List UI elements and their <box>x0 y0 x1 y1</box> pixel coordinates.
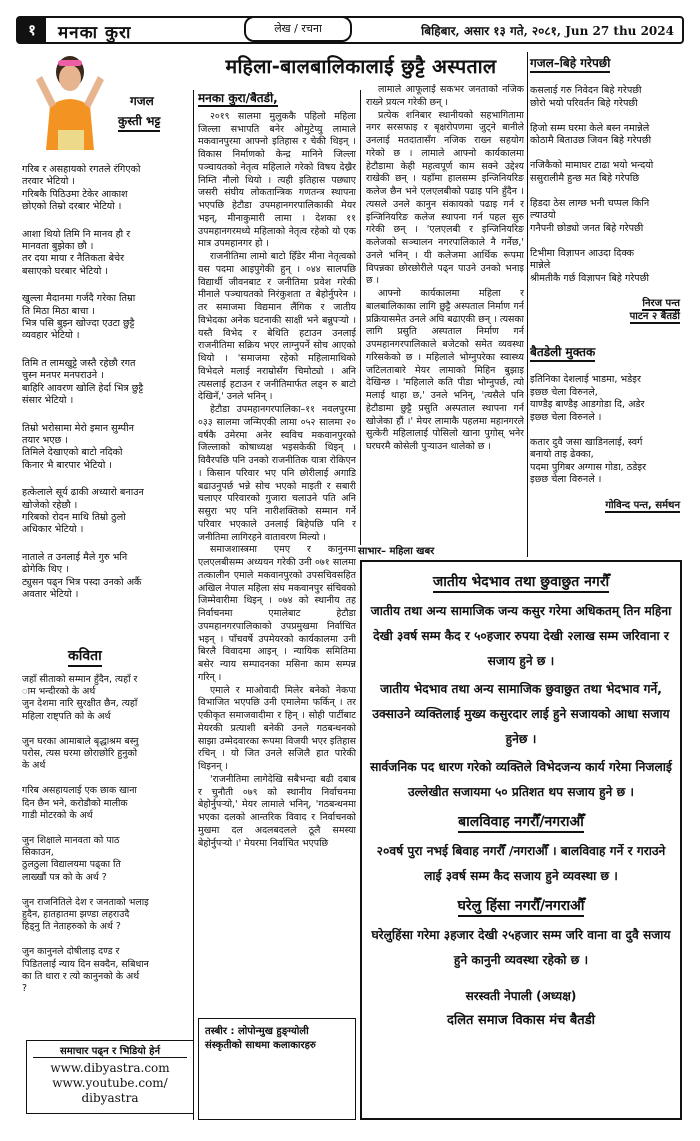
ghazal-title: गजल <box>130 94 154 108</box>
muktak-author <box>530 499 680 512</box>
notice-title-child-marriage: बालविवाह नगरौँ/नगराऔँ <box>458 812 584 833</box>
ghazal2-author-name: निरज पन्त पाटन २ बैतडी <box>629 298 680 322</box>
links-title: समाचार पढ्न र भिडियो हेर्न <box>33 1043 187 1058</box>
article-paragraph: एमाले र माओवादी मिलेर बनेको नेकपा विभाजित भएपछि उनी एमालेमा फर्किन् । तर एकीकृत समाजवादीमा र हिन् । सोही पार्टीबाट मेयरकी प्रत्याशी बनेकी उनले गठबन्धनको साझा उम्मेदवारका रूपमा विजयी भएर इतिहास रचिन् । यो जित उनले सजिलै हात पारेकी थिइनन् । <box>198 684 356 772</box>
notice-title-caste: जातीय भेदभाव तथा छुवाछुत नगरौँ <box>433 572 609 593</box>
right-column <box>530 52 680 512</box>
article-paragraph: २०१९ सालमा मुलुककै पहिलो महिला जिल्ला सभापति बनेर ओमुटेप्यु लामाले मकवानपुरमा आफ्नो इतिहास र चेकी थिइन् । विकास निर्माणको केन्द्र मानिने जिल्ला पञ्चायतको नेतृत्व महिलाले गरेको विषय देख्रैर निम्ति नौलो थियो । त्यही इतिहास पछ्याए जसरी संघीय लोकतान्त्रिक गणतन्त्र स्थापना भएपछि हेटौडा उपमहानगरपालिकाकी मेयर भइन्, मीनाकुमारी लामा । देशका ११ उपमहानगरमध्ये महिलाको नेतृत्व रहेको यो एक मात्र उपमहानगर हो । <box>198 110 356 250</box>
kavita-stanza: जहाँ सीताको सम्मान हुँदैन, त्यहाँ र ाम भन्दीरको के अर्थ जुन देशमा नारि सुरक्षीत छैन, त्यहाँ महिला राष्ट्पति को के अर्थ <box>22 674 138 722</box>
ghazal-stanza: हत्केलाले सूर्य ढाकी अध्यारो बनाउन खोजेको रहेछौ । गरिबको रोदन माथि तिम्रो ठुलो अधिकार भेटियो । <box>22 487 144 536</box>
notice-paragraph: जातीय तथा अन्य सामाजिक जन्य कसुर गरेमा अधिकतम् तिन महिना देखी ३वर्ष सम्म कैद र ५०हजार रुपया देखी २लाख सम्म जरिवाना र सजाय हुने छ । <box>370 604 672 668</box>
article-paragraph: 'राजनीतिमा लागेदेखि सबैभन्दा बढी दबाब र चुनौती ०७९ को स्थानीय निर्वाचनमा बेहोर्नुपऱ्यो,' मेयर लामाले भनिन्, 'गठबन्धनमा भएका दलको आन्तरिक विवाद र निर्वाचनको मुखमा दल अदलबदलले ठूलै समस्या बेहोर्नुपऱ्यो ।' मेयरमा निर्वाचित भएपछि <box>198 773 356 849</box>
column-divider <box>527 52 528 557</box>
page-header <box>16 16 684 44</box>
ghazal-author: कुस्ती भट्ट <box>118 112 160 132</box>
youtube-link-channel[interactable]: dibyastra <box>81 1091 139 1105</box>
website-link[interactable]: www.dibyastra.com <box>50 1061 170 1075</box>
article-paragraph: हेटौडा उपमहानगरपालिका–११ नवलपुरमा ०३३ सालमा जन्मिएकी लामा ०५२ सालमा २० वर्षकै उमेरमा अनेर स्वविच मकवानपुरको जिल्लाको कोषाध्यक्ष भइसकेकी थिइन् । विवैरपछि पनि उनको राजनीतिक यात्रा रोकिएन । किसान परिवार भए पनि छोरीलाई अगाडि बढाउनुपर्छ भन्ने सोच भएको माइती र सबारी चलाएर परिवारको गुजारा चलाउने पति अनि ससुरा भए पनि नारीशक्तिको सम्मान गर्ने परिवार भएकाले उनलाई बिहेपछि पनि र जनीतिमा लागिरहने वातावरण मिल्यो । <box>198 404 356 543</box>
kavita-stanza: गरिब असहायलाई एक छाक खाना दिन छैन भने, करोडौको मालीक गाडी मोटरको के अर्थ <box>22 785 137 821</box>
links-box <box>26 1040 194 1114</box>
article-column-2 <box>366 84 524 540</box>
kavita-body <box>22 674 198 1008</box>
ghazal-stanza: खुल्ला मैदानमा गर्जदै गरेका तिम्रा ति मिठा मिठा बाचा । भित्र पसि बुझ्न खोज्दा एउटा छुट्टै व्यवहार भेटियो । <box>22 293 136 342</box>
article-paragraph: समाजशास्त्रमा एमए र कानुनमा एलएलबीसम्म अध्ययन गरेकी उनी ०७१ सालमा तत्कालीन एमाले मकवानपुरको उपसचिवसहित अखिल नेपाल महिला संघ मकवानपुर संचिवको जिम्मेवारीमा थिइन् । ०७४ को स्थानीय तह निर्वाचनमा एमालेबाट हेटौडा उपमहानगरपालिकाको उपप्रमुखमा निर्वाचित भइन् । पाँचवर्षे उपमेयरको कार्यकालमा उनी बिरलै विवादमा आइन् । न्यायिक समितिमा बसेर न्याय सम्पादनका मसिना काम सम्पन्न गरिन् । <box>198 544 356 683</box>
muktak-header <box>530 341 680 362</box>
kavita-title: कविता <box>68 646 102 667</box>
column-divider <box>193 90 194 1120</box>
muktak-body: इतिनिका देशलाई भाडमा, भडेइर इछ्छ चेला विरुनले, याण्डैइ बाण्डैइ आडगोडा दि, अडेर इछ्छ चेला विरुनले । कतार दुवै जसा खाडिनलाई, स्वर्ग बनायो ताइ ढेक्का, पदमा पुगिबर अग्गास गोडा, ठडेइर इछ्छ चेला विरुनले । <box>530 374 646 485</box>
article-source: साभार– महिला खबर <box>358 546 435 557</box>
article-paragraph: प्रत्येक शनिबार स्थानीयको सहभागितामा नगर सरसफाइ र बृक्षरोपणमा जुट्ने बानीले उनलाई मतदातासँग नजिक राख्न सहयोग गरेको छ । लामाले आफ्नो कार्यकालमा हेटौडामा केही महत्वपूर्ण काम सक्ने उद्देश्य राखेकी छन् । यहाँमा हालसम्म इन्जिनियरिङ कलेज छैन भने एलएलबीको पढाइ पनि हुँदैन । त्यसले उनले कानुन संकायको पढाइ गर्न र इन्जिनियरिङ कलेज स्थापना गर्न पहल सुरु गरेकी छन् । 'एलएलबी र इन्जिनियरिङ कलेजको सञ्चालन नगरपालिकाले नै गर्नेछ,' उनले भनिन् । यी कलेजमा आर्थिक रूपमा विपन्नका छोरछोरीले पढ्न पाउने उनको भनाइ छ । <box>366 109 524 287</box>
category-badge: लेख / रचना <box>244 16 352 42</box>
notice-paragraph: घरेलुहिंसा गरेमा ३हजार देखी २५हजार सम्म जरि वाना वा दुवै सजाय हुने कानुनी व्यवस्था रहेको छ । <box>371 928 671 967</box>
notice-paragraph: २०वर्ष पुरा नभई बिवाह नगरौँ /नगराऔँ । बालविवाह गर्ने र गराउने लाई ३वर्ष सम्म कैद सजाय हुने व्यवस्था छ । <box>376 844 666 883</box>
notice-title-domestic-violence: घरेलु हिंसा नगरौँ/नगराऔँ <box>458 896 585 917</box>
page-number: १ <box>18 18 46 42</box>
notice-signatory: सरस्वती नेपाली (अध्यक्ष) <box>465 989 577 1003</box>
kavita-stanza: जुन घरका आमाबाले बृद्धाश्रम बस्नु परोस, त्यस घरमा छोराछोरि हुनुको के अर्थ <box>22 735 139 772</box>
kavita-stanza: जुन कानुनले दोषीलाइ दण्ड र पिडितलाई न्याय दिन सक्दैन, सबिधान का ति धारा र त्यो कानुनको के अर्थ ? <box>22 946 149 995</box>
article-headline: महिला-बालबालिकालाई छुट्टै अस्पताल <box>225 55 497 78</box>
left-column <box>22 50 194 1120</box>
notice-organization: दलित समाज विकास मंच बैतडी <box>446 1013 596 1028</box>
ghazal2-title: गजल–बिहे गरेपछी <box>530 54 610 73</box>
ghazal-stanza: तिम्रो भरोसामा मेरो इमान सुम्पीन तयार भएछ । तिमिले देखाएको बाटो नदिको किनार भै बारपार भेटियो । <box>22 422 134 471</box>
kavita-stanza: जुन शिक्षाले मानवता को पाठ सिकाउन, ठुलठुला विद्यालयमा पढ्का ति लाख्खौं पत्र को के अर्थ ? <box>22 835 121 883</box>
column-divider <box>360 90 361 545</box>
ghazal-stanza: तिमि त लामखुट्टे जस्तै रहेछौ रगत चुस्न मनपर मनपराउने । बाहिरि आवरण खोलि हेर्दा भित्र छुट्टै संसार भेटियो । <box>22 357 144 407</box>
muktak-author-name: गोविन्द पन्त, सर्मथन <box>605 499 680 511</box>
ghazal2-author <box>530 297 680 323</box>
legal-notice-box <box>360 560 682 1120</box>
article-paragraph: लामाले आफूलाई सकभर जनताको नजिक राख्ने प्रयत्न गरेकी छन् । <box>366 84 524 108</box>
kavita-stanza: जुन राजनितिले देश र जनताको भलाइ हुदैन, हातहातमा झण्डा लहराउदै हिड्नु ति नेताहरुको के अर्थ ? <box>22 896 149 933</box>
author-portrait <box>28 50 112 150</box>
page-section-name: मनका कुरा <box>58 23 132 43</box>
notice-paragraph: जातीय भेदभाव तथा अन्य सामाजिक छुवाछुत तथा भेदभाव गर्ने, उक्साउने व्यक्तिलाई मुख्य कसुरदार लाई हुने सजायको आधा सजाय हुनेछ । <box>372 682 670 746</box>
notice-paragraph: सार्वजनिक पद धारण गरेको व्यक्तिले विभेदजन्य कार्य गरेमा निजलाई उल्लेखीत सजायमा ५० प्रतिशत थप सजाय हुने छ । <box>370 760 672 799</box>
ghazal-stanza: गरिब र असहायको रगतले रंगिएको तरवार भेटियो । गरिबकै पिठिउमा टेकेर आकाश छोएको तिम्रो दरबार भेटियो । <box>22 164 141 213</box>
muktak-title: बैतडेली मुक्तक <box>530 343 595 362</box>
photo-caption: तस्बीर : लोपोन्मुख हुङ्ग्योली संस्कृतीको साथमा कलाकारहरु <box>198 1018 356 1120</box>
ghazal2-body: कसलाई गरु निवेदन बिहे गरेपछी छोरो भयो परिवर्तन बिहे गरेपछी हिजो सम्म घरमा केले बस्न नमान्नेले कोठामै बिताउछ जिवन बिहे गरेपछी नजिकैको मामाघर टाढा भयो भन्दयो ससुरालीमै हुन्छ मत बिहे गरेपछि हिडदा ठेस लाग्छ भनी चप्पल किनि ल्याउयो गनैपनी छोड्यो जनत बिहे गरेपछी टिभीमा विज्ञापन आउदा दिक्क मान्नेले श्रीमतीकै गर्छ विज्ञापन बिहे गरेपछी <box>530 85 654 284</box>
ghazal-body <box>22 164 194 616</box>
issue-date: बिहिबार, असार १३ गते, २०८१, Jun 27 thu 2024 <box>421 24 674 38</box>
ghazal-stanza: नाताले त उनलाई मैले गुरु भनि ढोगेकि थिए । ट्युसन पढ्न भित्र पस्दा उनको अर्कै अवतार भेटियो । <box>22 551 142 600</box>
article-dateline: मनका कुरा/बैतडी, <box>198 92 278 105</box>
youtube-link[interactable]: www.youtube.com/ <box>52 1076 168 1090</box>
ghazal-stanza: आशा थियो तिमि नि मानव हौ र मानवता बुझेका छौ । तर दया माया र नैतिकता बेचेर बसाएको घरबार भेटियो । <box>22 228 131 277</box>
article-paragraph: आफ्नो कार्यकालमा महिला र बालबालिकाका लागि छुट्टै अस्पताल निर्माण गर्न प्रक्रियासमेत उनले अघि बढाएकी छन् । त्यसका लागि प्रसुति अस्पताल निर्माण गर्न उपमहानगरपालिकाले बजेटको समेत व्यवस्था गरिसकेको छ । महिलाले भोग्नुपरेका स्वास्थ्य जटिलताबारे मेयर लामाको मिहिन बुझाइ देखिन्छ । 'महिलाले कति पीडा भोग्नुपर्छ, त्यो मलाई थाहा छ,' उनले भनिन्, 'त्यसैले पनि हेटौडामा छुट्टै प्रसुति अस्पताल स्थापना गर्न खोजेका हौं ।' मेयर लामाकै पहलमा महानगरले सुत्केरी महिलालाई पोसिलो खाना पुगोस् भनेर घरघरमै कोसेली पुऱ्याउन थालेको छ । <box>366 288 524 452</box>
article-column-1 <box>198 92 356 1016</box>
article-paragraph: राजनीतिमा लामो बाटो हिँडेर मीना नेतृत्वको यस पदमा आइपुगेकी हुन् । ०४४ सालपछि विद्यार्थी जीवनबाट र जनीतिमा प्रवेश गरेकी मीनाले पञ्चायतको निरंकुशता त बेहोर्नुपरेन । तर समाजमा विद्यमान लैंगिक र जातीय विभेदका अनेक घटनाकी साक्षी भने बन्नुपऱ्यो । यस्तै विभेद र बेथिति हटाउन उनलाई राजनीतिमा सक्रिय भएर लाग्नुपर्ने सोच आएको थियो । 'समाजमा रहेको महिलामाथिको विभेदले मलाई नराम्रोसँग चिमोट्यो । अनि त्यसलाई हटाउन र जनीतिमार्फत लड्न रु बाटो देखिनँ,' उनले भनिन् । <box>198 251 356 403</box>
